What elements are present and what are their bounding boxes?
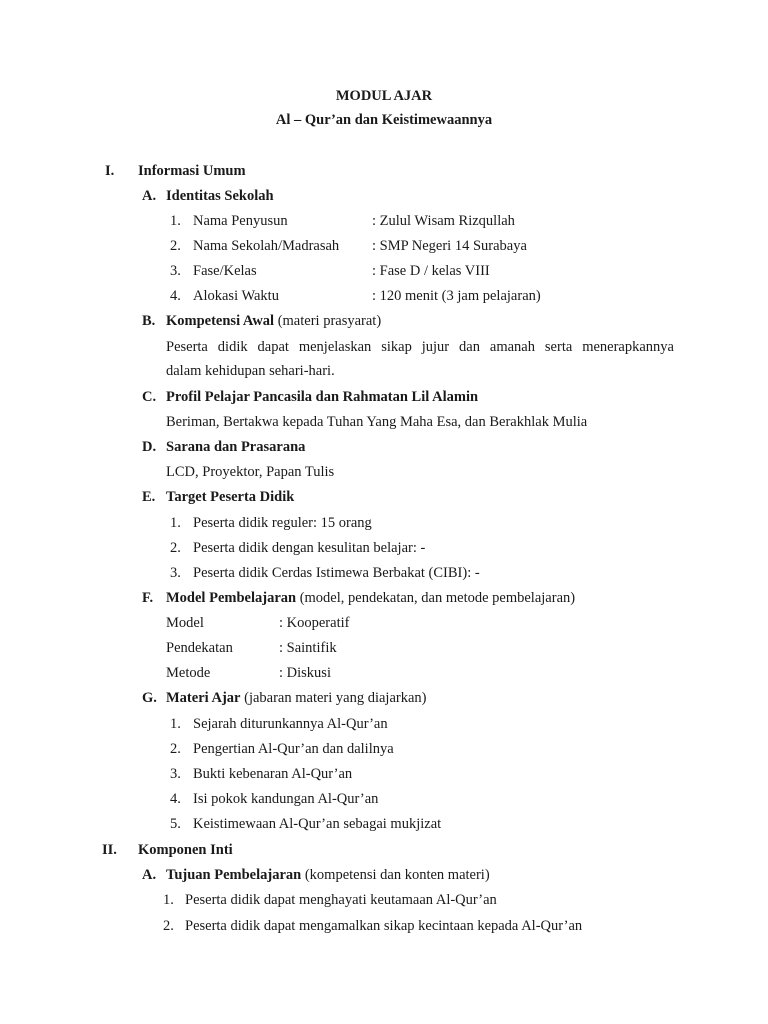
materi-item-text: Pengertian Al-Qur’an dan dalilnya bbox=[193, 741, 394, 757]
document-title: MODUL AJAR bbox=[335, 88, 433, 104]
target-item-text: Peserta didik reguler: 15 orang bbox=[193, 515, 372, 531]
section-1-title: Informasi Umum bbox=[138, 163, 246, 179]
subsection-2a-letter: A. bbox=[142, 867, 157, 883]
subsection-b-note: (materi prasyarat) bbox=[277, 313, 382, 329]
subsection-d-title: Sarana dan Prasarana bbox=[166, 439, 306, 455]
identity-item-number: 3. bbox=[170, 263, 181, 279]
materi-item-number: 5. bbox=[170, 816, 181, 832]
profil-pelajar-text: Beriman, Bertakwa kepada Tuhan Yang Maha Esa, dan Berakhlak Mulia bbox=[166, 414, 588, 430]
subsection-f-heading bbox=[166, 589, 575, 607]
identity-item-label: Nama Sekolah/Madrasah bbox=[193, 238, 340, 254]
subsection-c-title: Profil Pelajar Pancasila dan Rahmatan Lil Alamin bbox=[166, 389, 479, 405]
identity-item-value: : Fase D / kelas VIII bbox=[372, 263, 490, 279]
kompetensi-awal-text-line1: Peserta didik dapat menjelaskan sikap jujur dan amanah serta menerapkannya bbox=[166, 339, 674, 355]
identity-item-value: : 120 menit (3 jam pelajaran) bbox=[372, 288, 541, 304]
tujuan-item-number: 2. bbox=[163, 918, 174, 934]
materi-item-text: Bukti kebenaran Al-Qur’an bbox=[193, 766, 353, 782]
sarana-text: LCD, Proyektor, Papan Tulis bbox=[166, 464, 335, 480]
target-item-number: 1. bbox=[170, 515, 181, 531]
model-item-value: : Diskusi bbox=[279, 665, 331, 681]
subsection-b-letter: B. bbox=[142, 313, 156, 329]
target-item-text: Peserta didik dengan kesulitan belajar: - bbox=[193, 540, 426, 556]
section-1-number: I. bbox=[105, 163, 115, 179]
subsection-f-note: (model, pendekatan, dan metode pembelajaran) bbox=[299, 590, 576, 606]
identity-item-label: Fase/Kelas bbox=[193, 263, 257, 279]
identity-item-value: : Zulul Wisam Rizqullah bbox=[372, 213, 515, 229]
model-item-label: Pendekatan bbox=[166, 640, 233, 656]
materi-item-text: Isi pokok kandungan Al-Qur’an bbox=[193, 791, 379, 807]
subsection-2a-heading bbox=[166, 866, 490, 884]
materi-item-text: Keistimewaan Al-Qur’an sebagai mukjizat bbox=[193, 816, 442, 832]
subsection-g-title: Materi Ajar bbox=[166, 690, 241, 706]
materi-item-text: Sejarah diturunkannya Al-Qur’an bbox=[193, 716, 388, 732]
subsection-g-heading bbox=[166, 689, 426, 707]
identity-item-label: Alokasi Waktu bbox=[193, 288, 279, 304]
target-item-text: Peserta didik Cerdas Istimewa Berbakat (CIBI): - bbox=[193, 565, 480, 581]
identity-item-number: 2. bbox=[170, 238, 181, 254]
identity-item-value: : SMP Negeri 14 Surabaya bbox=[372, 238, 527, 254]
subsection-e-title: Target Peserta Didik bbox=[166, 489, 295, 505]
subsection-2a-title: Tujuan Pembelajaran bbox=[166, 867, 302, 883]
subsection-d-letter: D. bbox=[142, 439, 157, 455]
model-item-label: Model bbox=[166, 615, 204, 631]
subsection-b-title: Kompetensi Awal bbox=[166, 313, 275, 329]
section-2-number: II. bbox=[102, 842, 117, 858]
subsection-c-letter: C. bbox=[142, 389, 157, 405]
subsection-a-title: Identitas Sekolah bbox=[166, 188, 274, 204]
document-subtitle: Al – Qur’an dan Keistimewaannya bbox=[275, 112, 493, 128]
materi-item-number: 3. bbox=[170, 766, 181, 782]
kompetensi-awal-text-line2: dalam kehidupan sehari-hari. bbox=[166, 363, 335, 379]
subsection-a-letter: A. bbox=[142, 188, 157, 204]
identity-item-number: 1. bbox=[170, 213, 181, 229]
subsection-b-heading bbox=[166, 312, 381, 330]
target-item-number: 2. bbox=[170, 540, 181, 556]
model-item-label: Metode bbox=[166, 665, 211, 681]
tujuan-item-text: Peserta didik dapat menghayati keutamaan Al-Qur’an bbox=[185, 892, 497, 908]
subsection-g-letter: G. bbox=[142, 690, 157, 706]
model-item-value: : Saintifik bbox=[279, 640, 337, 656]
identity-item-label: Nama Penyusun bbox=[193, 213, 288, 229]
subsection-2a-note: (kompetensi dan konten materi) bbox=[304, 867, 490, 883]
identity-item-number: 4. bbox=[170, 288, 181, 304]
subsection-f-letter: F. bbox=[142, 590, 154, 606]
subsection-e-letter: E. bbox=[142, 489, 156, 505]
target-item-number: 3. bbox=[170, 565, 181, 581]
tujuan-item-text: Peserta didik dapat mengamalkan sikap kecintaan kepada Al-Qur’an bbox=[185, 918, 583, 934]
section-2-title: Komponen Inti bbox=[138, 842, 233, 858]
subsection-f-title: Model Pembelajaran bbox=[166, 590, 297, 606]
materi-item-number: 2. bbox=[170, 741, 181, 757]
materi-item-number: 1. bbox=[170, 716, 181, 732]
materi-item-number: 4. bbox=[170, 791, 181, 807]
model-item-value: : Kooperatif bbox=[279, 615, 350, 631]
subsection-g-note: (jabaran materi yang diajarkan) bbox=[244, 690, 427, 706]
tujuan-item-number: 1. bbox=[163, 892, 174, 908]
